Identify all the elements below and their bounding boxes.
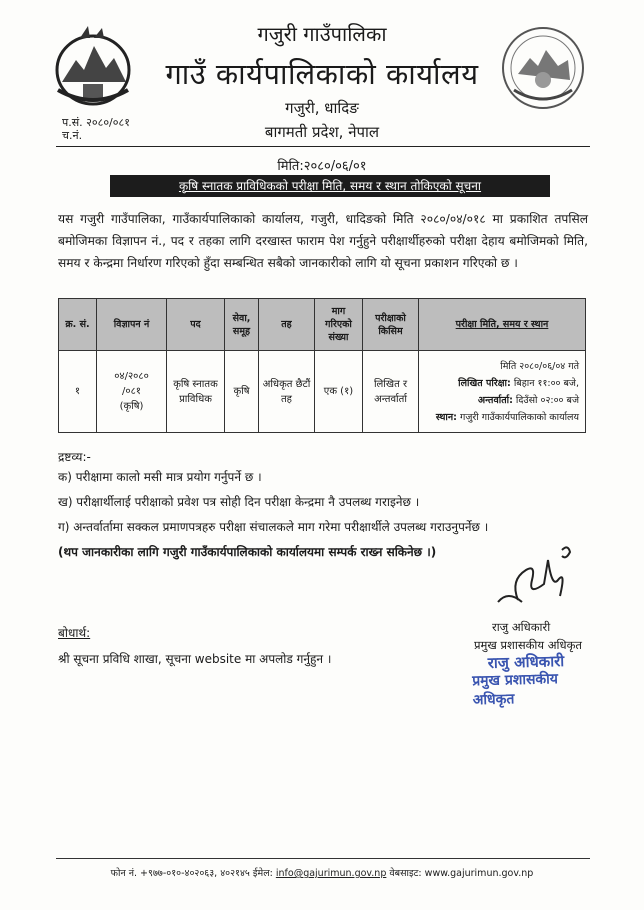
- table-row: [59, 351, 586, 433]
- footer-phone: फोन नं. +९७७-०१०-४०२०६३, ४०२१४५: [110, 868, 250, 879]
- notes-heading: द्रष्टव्य:-: [58, 450, 91, 464]
- footer-email-link[interactable]: info@gajurimun.gov.np: [275, 868, 387, 879]
- cell-schedule: [419, 351, 586, 433]
- footer-web-label: वेबसाइट:: [386, 868, 425, 879]
- cc-heading: बोधार्थ:: [58, 626, 91, 640]
- ad-no-line-3: (कृषि): [119, 401, 144, 412]
- written-exam-time: बिहान ११:०० बजे,: [510, 377, 579, 389]
- ad-no-line-1: ०४/२०८०: [114, 371, 149, 382]
- official-stamp: [461, 650, 592, 709]
- interview-time: दिउँसो ०२:०० बजे: [512, 394, 579, 406]
- cell-ad-no: [97, 351, 167, 433]
- col-demand: माग गरिएको संख्या: [315, 299, 363, 351]
- office-location: गजुरी, धादिङ: [285, 99, 359, 117]
- written-exam-label: लिखित परिक्षा:: [458, 377, 511, 389]
- office-province: बागमती प्रदेश, नेपाल: [264, 123, 380, 141]
- cell-service: कृषि: [225, 351, 259, 433]
- footer-website-link[interactable]: www.gajurimun.gov.np: [424, 868, 534, 879]
- col-post: पद: [167, 299, 225, 351]
- written-exam-line: [421, 375, 579, 392]
- col-exam-type: परीक्षाको किसिम: [363, 299, 419, 351]
- municipality-name: गजुरी गाउँपालिका: [257, 22, 387, 46]
- office-name: गाउँ कार्यपालिकाको कार्यालय: [165, 57, 479, 91]
- letter-ref-number: प.सं. २०८०/०८१: [62, 116, 130, 129]
- note-item: ग) अन्तर्वार्तामा सक्कल प्रमाणपत्रहरु परीक्षा संचालकले माग गरेमा परीक्षार्थीले उपलब्ध गराउनुपर्नेछ ।: [58, 520, 489, 534]
- venue-line: [421, 409, 579, 426]
- note-item: ख) परीक्षार्थीलाई परीक्षाको प्रवेश पत्र सोही दिन परीक्षा केन्द्रमा नै उपलब्ध गराइनेछ ।: [58, 495, 420, 509]
- exam-date: मिति २०८०/०६/०४ गते: [500, 360, 579, 372]
- signatory-name: राजु अधिकारी: [492, 620, 551, 634]
- col-service: सेवा, समूह: [225, 299, 259, 351]
- signature-icon: [488, 540, 578, 610]
- interview-line: [421, 392, 579, 409]
- cell-post: कृषि स्नातक प्राविधिक: [167, 351, 225, 433]
- cell-sn: १: [59, 351, 97, 433]
- exam-schedule-table: [58, 298, 586, 433]
- note-item: (थप जानकारीका लागि गजुरी गाउँकार्यपालिकाको कार्यालयमा सम्पर्क राख्न सकिनेछ ।): [58, 545, 437, 559]
- footer-email-label: ईमेल:: [249, 868, 276, 879]
- col-sn: क्र. सं.: [59, 299, 97, 351]
- signatory-title: प्रमुख प्रशासकीय अधिकृत: [474, 638, 582, 652]
- cell-level: अधिकृत छैटौं तह: [259, 351, 315, 433]
- col-level: तह: [259, 299, 315, 351]
- dispatch-number: च.नं.: [62, 129, 83, 142]
- footer: [0, 866, 644, 879]
- venue-value: गजुरी गाउँकार्यपालिकाको कार्यालय: [456, 411, 579, 423]
- col-ad-no: विज्ञापन नं: [97, 299, 167, 351]
- cell-demand: एक (१): [315, 351, 363, 433]
- cc-line: श्री सूचना प्रविधि शाखा, सूचना website मा अपलोड गर्नुहुन ।: [58, 652, 332, 666]
- notice-intro: यस गजुरी गाउँपालिका, गाउँकार्यपालिकाको कार्यालय, गजुरी, धादिङको मिति २०८०/०४/०१८ मा प्रकाशित तपसिल बमोजिमका विज्ञापन नं., पद र तहका लागि दरखास्त फाराम पेश गर्नुहुने परीक्षार्थीहरुको परीक्षा देहाय बमोजिमको मिति, समय र केन्द्रमा निर्धारण गरिएको हुँदा सम्बन्धित सबैको जानकारीको लागि यो सूचना प्रकाशन गरिएको छ ।: [58, 212, 588, 270]
- notice-title: कृषि स्नातक प्राविधिकको परीक्षा मिति, समय र स्थान तोकिएको सूचना: [110, 175, 550, 197]
- table-header-row: [59, 299, 586, 351]
- stamp-title: प्रमुख प्रशासकीय अधिकृत: [472, 671, 559, 709]
- notice-date: मिति:२०८०/०६/०१: [277, 159, 367, 174]
- interview-label: अन्तर्वार्ता:: [477, 394, 513, 406]
- notes-list: [58, 466, 488, 566]
- ad-no-line-2: /०८१: [122, 386, 141, 397]
- cell-exam-type: लिखित र अन्तर्वार्ता: [363, 351, 419, 433]
- col-schedule: परीक्षा मिति, समय र स्थान: [419, 299, 586, 351]
- venue-label: स्थान:: [435, 411, 457, 423]
- note-item: क) परीक्षामा कालो मसी मात्र प्रयोग गर्नुपर्ने छ ।: [58, 470, 262, 484]
- header-divider: [56, 146, 590, 147]
- stamp-name: राजु अधिकारी: [487, 652, 565, 673]
- footer-divider: [56, 858, 590, 859]
